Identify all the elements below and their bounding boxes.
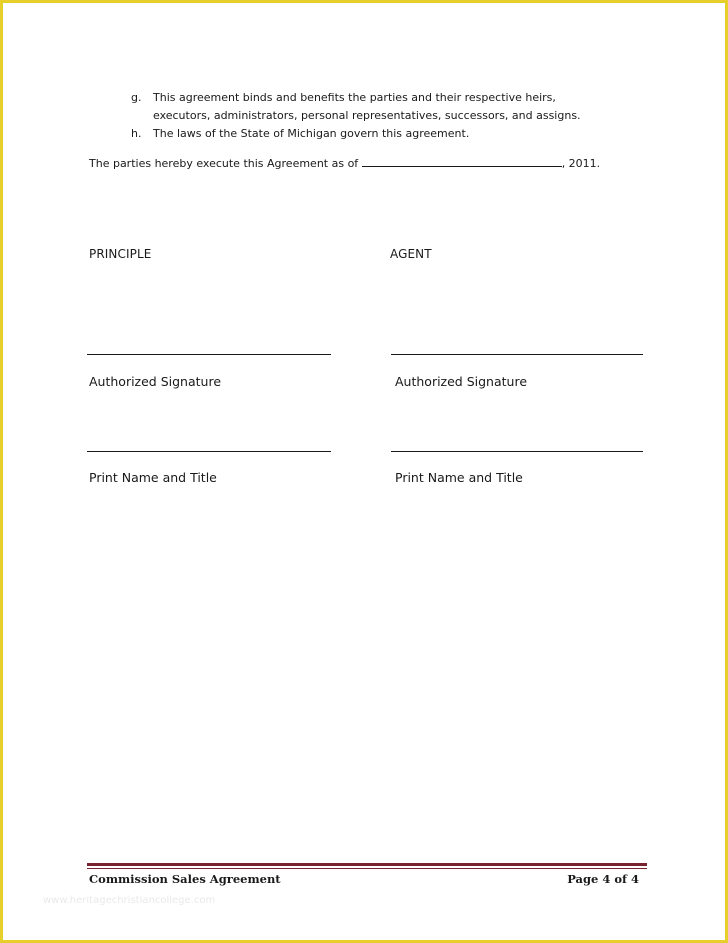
clause-text: This agreement binds and benefits the parties and their respective heirs, executors, administrators, personal representatives, successors, and assigns. [153,91,581,122]
footer-page-number: Page 4 of 4 [567,872,639,886]
principle-signature-line [87,354,331,355]
agent-print-name-label: Print Name and Title [395,470,523,485]
execution-date-blank [362,155,562,167]
principle-heading: PRINCIPLE [89,247,152,261]
footer-document-title: Commission Sales Agreement [89,872,281,886]
clause-text: The laws of the State of Michigan govern this agreement. [153,127,470,140]
execution-prefix: The parties hereby execute this Agreement as of [89,157,359,170]
agent-signature-line [391,354,643,355]
principle-authorized-signature-label: Authorized Signature [89,374,222,389]
footer-rule-thick [87,863,647,866]
clause-marker: g. [131,91,142,104]
principle-print-name-label: Print Name and Title [89,470,217,485]
clause-h [131,125,601,143]
agent-heading: AGENT [390,247,432,261]
clause-g [131,89,601,125]
execution-suffix: , 2011. [561,157,601,170]
footer-rule-thin [87,868,647,869]
watermark-text: www.heritagechristiancollege.com [43,895,216,906]
clause-marker: h. [131,127,142,140]
execution-statement [89,155,600,173]
principle-name-line [87,451,331,452]
agent-name-line [391,451,643,452]
agent-authorized-signature-label: Authorized Signature [395,374,528,389]
